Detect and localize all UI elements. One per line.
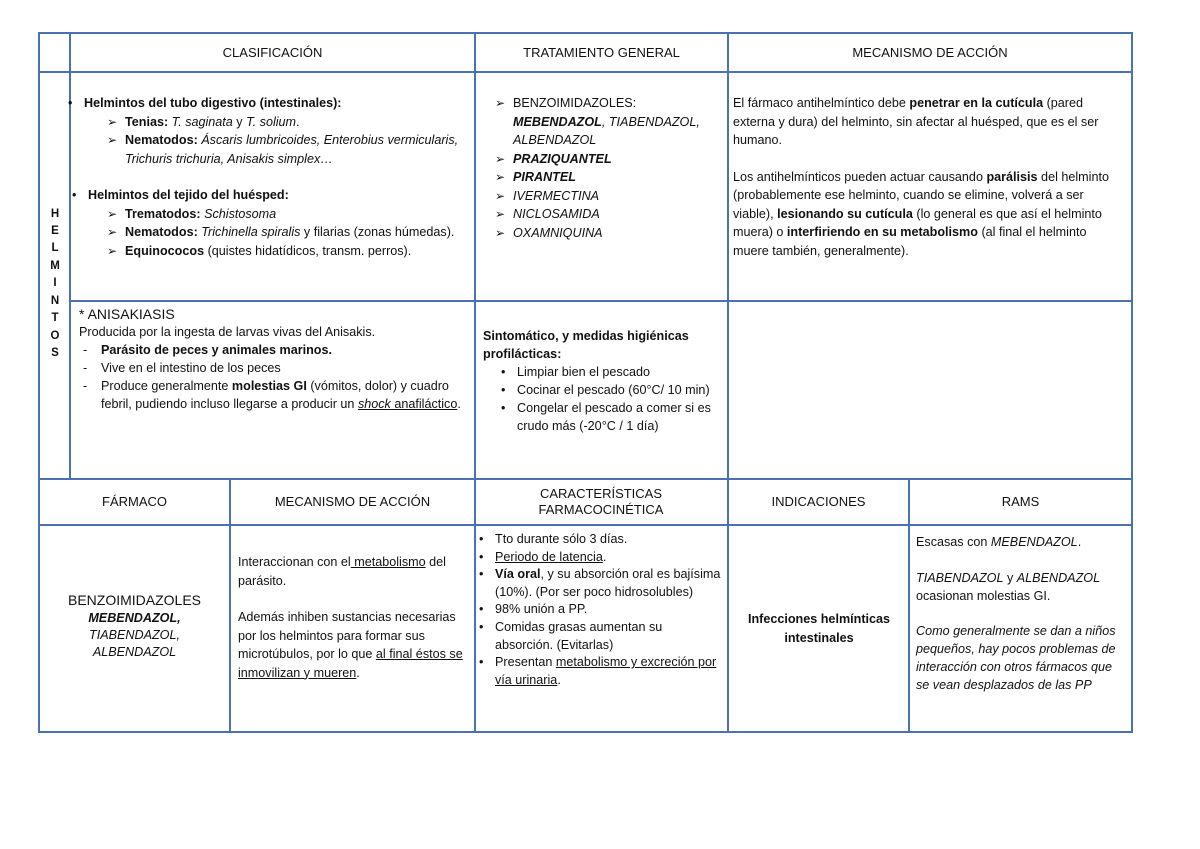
text: (al final el helminto muere también, generalmente). xyxy=(733,225,1087,258)
text: Vive en el intestino de los peces xyxy=(101,361,281,375)
list-item-nematodos-intestinales xyxy=(107,131,468,168)
text: y filarias (zonas húmedas). xyxy=(300,225,455,239)
pk-item xyxy=(475,549,723,567)
side-letter: I xyxy=(53,277,57,290)
drug: PIRANTEL xyxy=(513,170,576,184)
text: del helminto (probablemente ese helminto, cuando se elimine, volverá a ser viable), xyxy=(733,169,1109,221)
species: T. saginata xyxy=(171,114,233,129)
anisakiasis-intro: Producida por la ingesta de larvas vivas del Anisakis. xyxy=(79,325,376,339)
text: (lo general es que así el helminto muera) o xyxy=(733,206,1102,239)
label: Tenias: xyxy=(125,114,172,129)
group-tubo-digestivo xyxy=(64,94,468,113)
rams-line-3 xyxy=(916,623,1126,694)
text: Congelar el pescado a comer si es crudo más (-20°C / 1 día) xyxy=(517,401,711,433)
text-italic: Como generalmente se dan a niños pequeños, hay pocos problemas de interacción con otros fármacos que se vean desplazados de las PP xyxy=(916,624,1116,692)
text-italic: shock xyxy=(357,397,391,411)
label: Nematodos: xyxy=(125,225,202,239)
text: Tto durante sólo 3 días. xyxy=(495,532,628,546)
drug: OXAMNIQUINA xyxy=(513,225,603,240)
text-bold: penetrar en la cutícula xyxy=(909,96,1044,110)
text: y xyxy=(1003,570,1017,585)
side-letter: N xyxy=(50,294,60,307)
drug: PRAZIQUANTEL xyxy=(513,151,612,166)
drug-ivermectina xyxy=(495,187,721,206)
drug: IVERMECTINA xyxy=(513,188,600,203)
side-letter: T xyxy=(51,312,59,325)
list-item-trematodos xyxy=(107,205,468,224)
text: (vómitos, dolor) y cuadro febril, pudiendo incluso llegarse a producir un xyxy=(101,379,449,411)
side-letter: M xyxy=(50,259,60,272)
text-bold: interfiriendo en su metabolismo xyxy=(786,225,978,239)
text-underlined: al final éstos se inmovilizan y mueren xyxy=(238,647,463,680)
drug-tiabendazol: TIABENDAZOL, xyxy=(89,628,180,642)
anisakiasis-item xyxy=(79,377,469,413)
text-underlined: Periodo de latencia xyxy=(495,549,603,564)
text-italic: ALBENDAZOL xyxy=(1016,570,1101,585)
border-subheader-bottom xyxy=(38,524,1133,526)
drug-group-name: BENZOIMIDAZOLES xyxy=(67,592,202,608)
text: del parásito. xyxy=(238,555,446,588)
drug-mebendazol: MEBENDAZOL, xyxy=(88,611,181,625)
anisakiasis-title: * ANISAKIASIS xyxy=(79,306,175,322)
species: Trichinella spiralis xyxy=(201,225,301,239)
side-letter: E xyxy=(51,225,59,238)
species: T. solium xyxy=(246,114,297,129)
benzo-mecanismo-cell xyxy=(238,553,470,682)
header-mecanismo-accion: MECANISMO DE ACCIÓN xyxy=(852,44,1008,60)
header-caracteristicas: CARACTERÍSTICAS FARMACOCINÉTICA xyxy=(538,486,664,517)
list-item-equinococos xyxy=(107,242,468,261)
pk-item xyxy=(475,601,723,619)
text: (quistes hidatídicos, transm. perros). xyxy=(204,243,412,258)
text-bold: lesionando su cutícula xyxy=(777,206,913,221)
mecanismo-paragraph-2 xyxy=(733,168,1125,261)
anisakiasis-item xyxy=(79,341,469,359)
pk-item xyxy=(475,654,723,689)
header-mecanismo-accion-farmaco: MECANISMO DE ACCIÓN xyxy=(274,494,431,509)
text: Los antihelmínticos pueden actuar causando xyxy=(733,169,987,184)
text-italic: MEBENDAZOL xyxy=(990,535,1078,549)
text-underlined: anafiláctico xyxy=(390,397,458,411)
group-title: Helmintos del tubo digestivo (intestinales): xyxy=(84,96,342,110)
drug: NICLOSAMIDA xyxy=(513,207,600,221)
drug-praziquantel xyxy=(495,150,721,169)
mecanismo-paragraph-1 xyxy=(733,94,1125,150)
indicaciones-cell xyxy=(738,610,900,647)
anisakiasis-cell xyxy=(79,305,469,413)
rams-line-2 xyxy=(916,570,1126,606)
text: . xyxy=(1077,535,1082,549)
benzo-mecanismo-paragraph-2 xyxy=(238,608,470,682)
text: Cocinar el pescado (60°C/ 10 min) xyxy=(517,383,710,397)
treatment-item xyxy=(497,363,723,381)
text: Produce generalmente xyxy=(101,379,232,393)
side-letter: S xyxy=(51,346,59,359)
header-farmaco: FÁRMACO xyxy=(102,494,167,509)
text: Comidas grasas aumentan su absorción. (Evitarlas) xyxy=(495,619,663,652)
drug-benzoimidazoles xyxy=(495,94,721,150)
text: ocasionan molestias GI. xyxy=(916,588,1051,603)
header-indicaciones: INDICACIONES xyxy=(771,494,866,509)
text-bold: parálisis xyxy=(986,169,1038,184)
text: . xyxy=(457,397,461,411)
header-tratamiento-general: TRATAMIENTO GENERAL xyxy=(523,44,680,60)
list-item-nematodos-tejido xyxy=(107,223,468,242)
treatment-heading: Sintomático, y medidas higiénicas profilácticas: xyxy=(483,329,689,361)
text: Escasas con xyxy=(916,535,991,549)
farmaco-cell xyxy=(40,590,229,661)
label: Trematodos: xyxy=(125,206,205,221)
list-item-tenias xyxy=(107,113,468,132)
mecanismo-cell xyxy=(733,94,1125,260)
rams-line-1 xyxy=(916,534,1126,552)
side-letter: L xyxy=(51,242,59,255)
text-italic: TIABENDAZOL xyxy=(916,570,1004,585)
text-bold: molestias GI xyxy=(231,379,307,393)
text: (pared externa y dura) del helminto, sin afectar al huésped, que es el ser humano. xyxy=(733,96,1099,147)
header-rams: RAMS xyxy=(1001,494,1040,509)
label: Equinococos xyxy=(125,243,205,258)
text: . xyxy=(356,665,360,680)
text-bold: Vía oral xyxy=(495,567,541,582)
border-right xyxy=(1131,32,1133,733)
text: Además inhiben sustancias necesarias por los helmintos para formar sus microtúbulos, por lo que xyxy=(238,610,456,661)
anisakiasis-treatment-cell xyxy=(483,327,723,435)
text: El fármaco antihelmíntico debe xyxy=(733,96,910,110)
text: . xyxy=(557,672,561,687)
pk-item xyxy=(475,531,723,549)
pk-item xyxy=(475,566,723,601)
text: Interaccionan con el xyxy=(238,555,351,569)
treatment-item xyxy=(497,399,723,435)
text: , y su absorción oral es bajísima (10%). (Por ser poco hidrosolubles) xyxy=(495,567,721,599)
clasificacion-cell xyxy=(72,94,468,260)
drug-albendazol: ALBENDAZOL xyxy=(92,645,177,659)
text: y xyxy=(232,114,247,129)
tratamiento-cell xyxy=(495,94,721,242)
anisakiasis-item xyxy=(79,359,469,377)
text: . xyxy=(602,549,607,564)
text: Limpiar bien el pescado xyxy=(517,365,651,379)
text: . xyxy=(296,114,300,129)
drug-group: BENZOIMIDAZOLES: xyxy=(513,96,637,110)
text-bold: Parásito de peces y animales marinos. xyxy=(101,343,332,357)
group-tejido-huesped xyxy=(68,186,468,205)
drug: MEBENDAZOL xyxy=(513,114,602,129)
border-bottom xyxy=(38,731,1133,733)
side-letter: H xyxy=(50,207,60,220)
group-title: Helmintos del tejido del huésped: xyxy=(88,188,289,202)
farmacocinetica-cell xyxy=(479,531,723,689)
drug-oxamniquina xyxy=(495,224,721,243)
drug-niclosamida xyxy=(495,205,721,224)
species: Áscaris lumbricoides, Enterobius vermicularis, Trichuris trichuria, Anisakis simplex… xyxy=(125,133,459,166)
border-row1-bottom xyxy=(70,300,1133,302)
header-clasificacion: CLASIFICACIÓN xyxy=(222,44,323,60)
benzo-mecanismo-paragraph-1 xyxy=(238,553,470,590)
border-col-trat-right xyxy=(727,32,729,733)
text-underlined: metabolismo xyxy=(350,555,426,569)
rams-cell xyxy=(916,534,1126,695)
label: Nematodos: xyxy=(125,133,202,147)
drug-pirantel xyxy=(495,168,721,187)
treatment-item xyxy=(497,381,723,399)
border-header-bottom xyxy=(38,71,1133,73)
text: Presentan xyxy=(495,655,556,670)
text: 98% unión a PP. xyxy=(495,602,588,617)
indicaciones-text: Infecciones helmínticas intestinales xyxy=(747,612,891,645)
drug: , TIABENDAZOL, ALBENDAZOL xyxy=(513,114,700,147)
pk-item xyxy=(475,619,723,654)
side-letter: O xyxy=(50,329,60,342)
species: Schistosoma xyxy=(204,206,277,221)
side-label-helmintos xyxy=(40,72,70,496)
text-underlined: metabolismo y excreción por vía urinaria xyxy=(495,655,717,687)
